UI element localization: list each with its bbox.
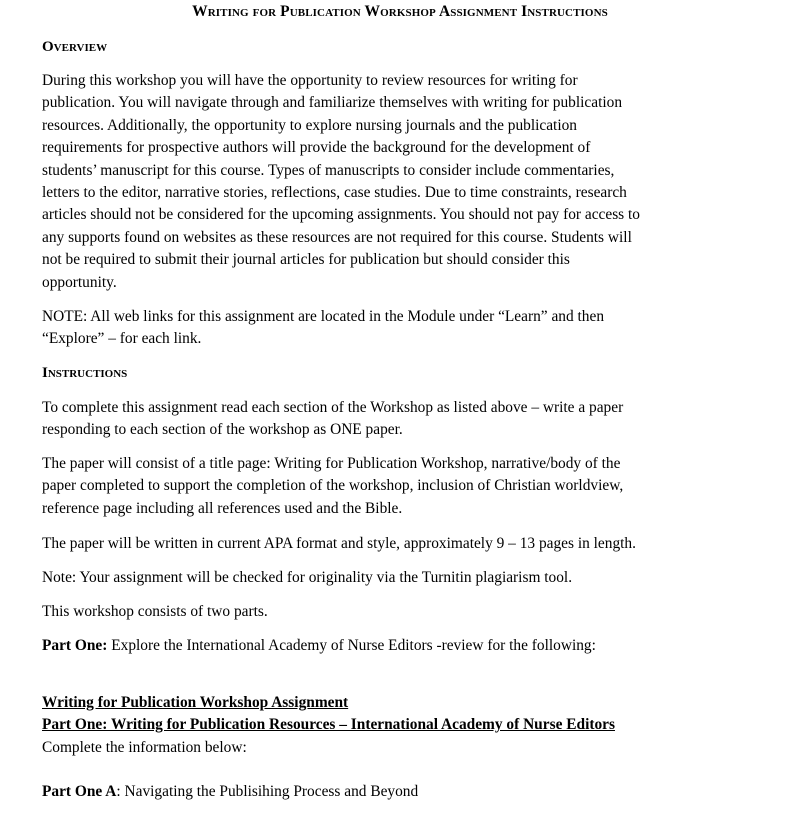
- instructions-line: responding to each section of the workshop as ONE paper.: [42, 421, 403, 439]
- part-one-a-label: Part One A: [42, 783, 117, 800]
- section-titles: [42, 692, 752, 759]
- overview-line: requirements for prospective authors will provide the background for the development of: [42, 139, 591, 157]
- instructions-line: Note: Your assignment will be checked for originality via the Turnitin plagiarism tool.: [42, 569, 573, 586]
- part-one-a-text: : Navigating the Publisihing Process and Beyond: [116, 783, 419, 800]
- instructions-line: reference page including all references used and the Bible.: [42, 499, 403, 517]
- instructions-paragraph-1: [42, 397, 752, 442]
- part-one-a-paragraph: [42, 781, 752, 803]
- overview-line: letters to the editor, narrative stories, reflections, case studies. Due to time constraints, research: [42, 184, 627, 202]
- part-one-label: Part One:: [42, 637, 108, 654]
- instructions-line: To complete this assignment read each section of the Workshop as listed above – write a paper: [42, 399, 624, 416]
- instructions-paragraph-5: [42, 601, 752, 623]
- overview-line: students’ manuscript for this course. Types of manuscripts to consider include commentaries,: [42, 161, 615, 179]
- instructions-paragraph-4: [42, 567, 752, 589]
- section-title-1: Writing for Publication Workshop Assignment: [42, 694, 349, 711]
- section-title-2: Part One: Writing for Publication Resources – International Academy of Nurse Editors: [42, 716, 615, 734]
- overview-line: publication. You will navigate through and familiarize themselves with writing for publication: [42, 94, 623, 112]
- complete-info-text: Complete the information below:: [42, 738, 247, 756]
- note-line: “Explore” – for each link.: [42, 330, 202, 348]
- overview-heading: Overview: [42, 39, 108, 55]
- note-line: NOTE: All web links for this assignment are located in the Module under “Learn” and then: [42, 308, 605, 325]
- part-one-text: Explore the International Academy of Nurse Editors -review for the following:: [107, 637, 596, 654]
- note-paragraph: [42, 306, 752, 351]
- instructions-line: The paper will consist of a title page: Writing for Publication Workshop, narrative/body of the: [42, 455, 621, 472]
- overview-line: not be required to submit their journal articles for publication but should consider this: [42, 251, 570, 269]
- overview-line: any supports found on websites as these resources are not required for this course. Students will: [42, 228, 632, 246]
- instructions-line: paper completed to support the completion of the workshop, inclusion of Christian worldview,: [42, 477, 624, 495]
- part-one-paragraph: [42, 635, 752, 657]
- instructions-paragraph-3: [42, 533, 752, 555]
- overview-paragraph: [42, 70, 752, 294]
- overview-line: articles should not be considered for the upcoming assignments. You should not pay for access to: [42, 206, 640, 224]
- document-title: Writing for Publication Workshop Assignment Instructions: [192, 3, 608, 20]
- overview-line: During this workshop you will have the opportunity to review resources for writing for: [42, 72, 578, 89]
- instructions-paragraph-2: [42, 453, 752, 520]
- instructions-heading: Instructions: [42, 365, 128, 381]
- instructions-line: The paper will be written in current APA format and style, approximately 9 – 13 pages in length.: [42, 535, 636, 552]
- overview-line: resources. Additionally, the opportunity to explore nursing journals and the publication: [42, 116, 578, 134]
- instructions-line: This workshop consists of two parts.: [42, 603, 268, 620]
- overview-line: opportunity.: [42, 273, 117, 291]
